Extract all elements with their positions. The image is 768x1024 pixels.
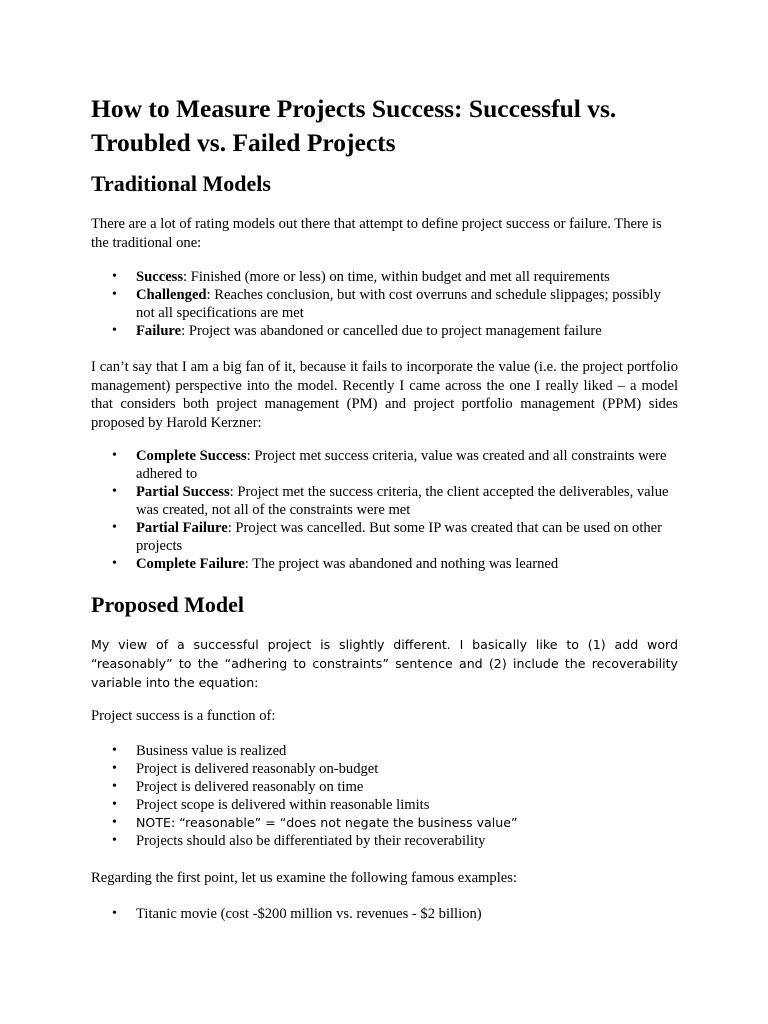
list-item [91,555,678,573]
list-item: • Projects should also be differentiated by their recoverability [112,833,486,849]
list-item [91,268,678,286]
list-item: • Titanic movie (cost -$200 million vs. revenues - $2 billion) [112,906,482,922]
list-examples [91,905,678,923]
bullet-icon: • [112,743,117,758]
bullet-icon: • [112,556,117,571]
list-item: • Business value is realized [112,743,287,759]
list-traditional [91,268,678,340]
bullet-icon: • [112,761,117,776]
bullet-icon: • [112,779,117,794]
term: Partial Failure [136,520,228,536]
list-item [91,519,678,555]
term: Complete Success [136,448,247,464]
term: Challenged [136,287,207,303]
bullet-icon: • [112,815,117,830]
list-item [91,447,678,483]
bullet-icon: • [112,323,117,338]
list-item: • Project is delivered reasonably on time [112,779,364,795]
bullet-icon: • [112,906,117,921]
bullet-icon: • [112,797,117,812]
paragraph-examples-intro: Regarding the first point, let us examine the following famous examples: [91,870,517,886]
list-item: • NOTE: “reasonable” = “does not negate the business value” [112,815,518,830]
term: Complete Failure [136,556,245,572]
term: Success [136,269,184,285]
paragraph-kerzner: I can’t say that I am a big fan of it, because it fails to incorporate the value (i.e. the project portfolio management) perspective into the model. Recently I came across the one I really liked – a model that considers both project management (PM) and project portfolio management (PPM) sides proposed by Harold Kerzner: [91,359,678,431]
bullet-icon: • [112,287,117,302]
definition: : Project met success criteria, value was created and all constraints were adhered to [136,448,667,482]
paragraph-function-of: Project success is a function of: [91,708,276,724]
bullet-icon: • [112,484,117,499]
heading-proposed-model: Proposed Model [91,592,244,617]
term: Partial Success [136,484,230,500]
list-item [91,483,678,519]
heading-traditional-models: Traditional Models [91,171,271,196]
bullet-icon: • [112,448,117,463]
definition: : Reaches conclusion, but with cost overruns and schedule slippages; possibly not all specifications are met [136,287,661,321]
list-kerzner [91,447,678,573]
list-item [91,286,678,322]
list-item: • Project scope is delivered within reasonable limits [112,797,430,813]
bullet-icon: • [112,833,117,848]
document-title: How to Measure Projects Success: Successful vs. Troubled vs. Failed Projects [91,94,617,157]
definition: : Finished (more or less) on time, within budget and met all requirements [183,269,610,285]
definition: : The project was abandoned and nothing was learned [244,556,559,572]
paragraph-proposed: My view of a successful project is slightly different. I basically like to (1) add word “reasonably” to the “adhering to constraints” sentence and (2) include the recoverability variable into the equation: [91,637,678,690]
term: Failure [136,323,182,339]
definition: : Project was cancelled. But some IP was created that can be used on other projects [136,520,663,554]
list-item [91,322,678,340]
list-item: • Project is delivered reasonably on-budget [112,761,379,777]
list-success-factors [91,742,678,850]
bullet-icon: • [112,269,117,284]
definition: : Project met the success criteria, the client accepted the deliverables, value was created, not all of the constraints were met [136,484,669,518]
bullet-icon: • [112,520,117,535]
definition: : Project was abandoned or cancelled due to project management failure [181,323,602,339]
paragraph-intro: There are a lot of rating models out there that attempt to define project success or failure. There is the traditional one: [91,216,662,251]
